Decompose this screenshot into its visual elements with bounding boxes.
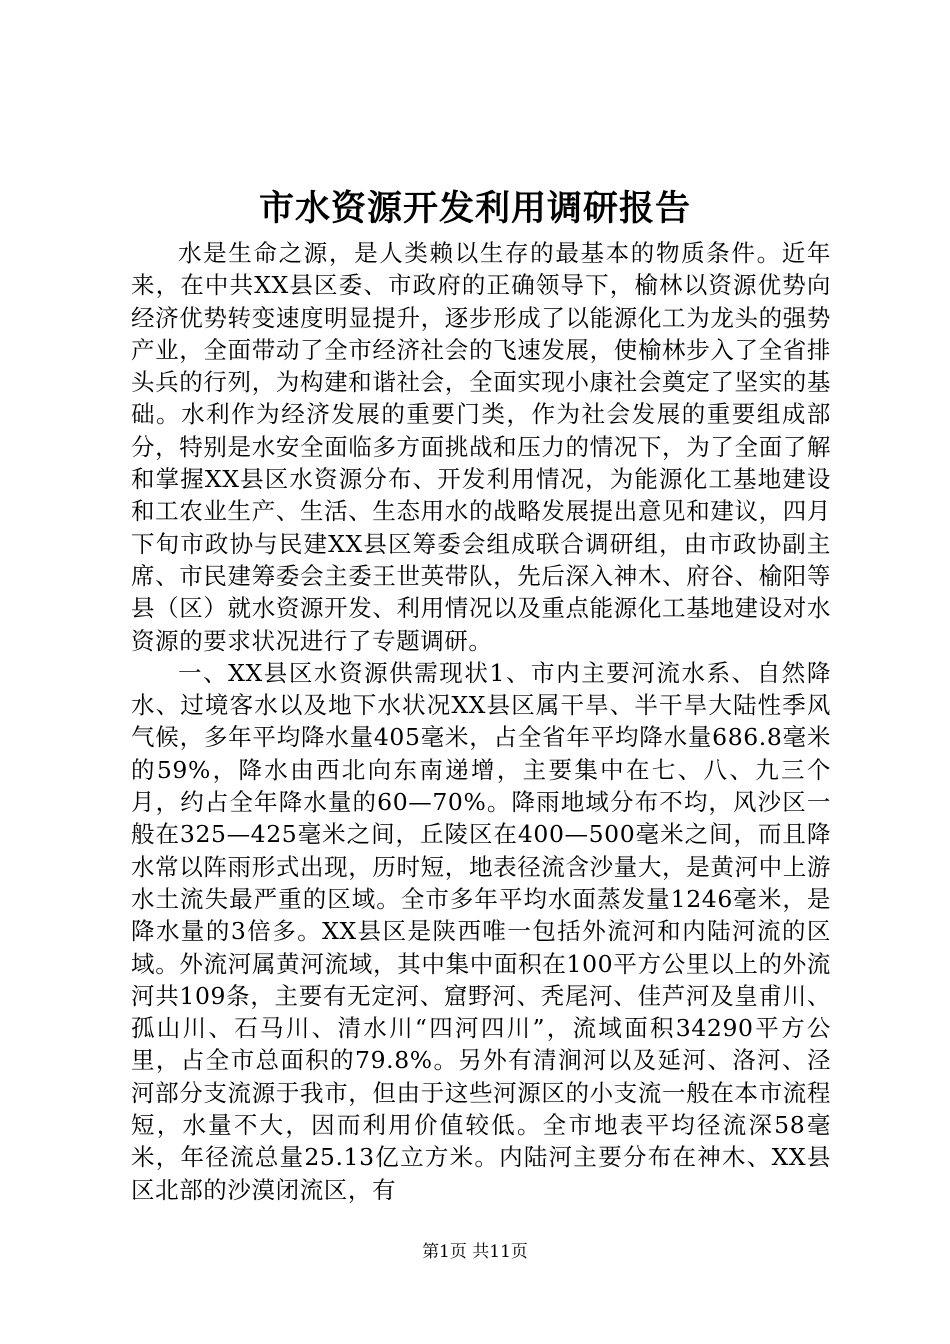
paragraph-section-one: 一、XX县区水资源供需现状1、市内主要河流水系、自然降水、过境客水以及地下水状况XX县区属干旱、半干旱大陆性季风气候，多年平均降水量405毫米，占全省年平均降水量686.8毫米的59%，降水由西北向东南递增，主要集中在七、八、九三个月，约占全年降水量的60—70%。降雨地域分布不均，风沙区一般在325—425毫米之间，丘陵区在400—500毫米之间，而且降水常以阵雨形式出现，历时短，地表径流含沙量大，是黄河中上游水土流失最严重的区域。全市多年平均水面蒸发量1246毫米，是降水量的3倍多。XX县区是陕西唯一包括外流河和内陆河流的区域。外流河属黄河流域，其中集中面积在100平方公里以上的外流河共109条，主要有无定河、窟野河、秃尾河、佳芦河及皇甫川、孤山川、石马川、清水川“四河四川”，流域面积34290平方公里，占全市总面积的79.8%。另外有清涧河以及延河、洛河、泾河部分支流源于我市，但由于这些河源区的小支流一般在本市流程短，水量不大，因而利用价值较低。全市地表平均径流深58毫米，年径流总量25.13亿立方米。内陆河主要分布在神木、XX县区北部的沙漠闭流区，有: [131, 658, 831, 1204]
page-number-footer: 第1页 共11页: [422, 1242, 528, 1262]
document-title: 市水资源开发利用调研报告: [258, 188, 691, 229]
document-body: [131, 237, 831, 1206]
paragraph-intro: 水是生命之源，是人类赖以生存的最基本的物质条件。近年来，在中共XX县区委、市政府的正确领导下，榆林以资源优势向经济优势转变速度明显提升，逐步形成了以能源化工为龙头的强势产业，全面带动了全市经济社会的飞速发展，使榆林步入了全省排头兵的行列，为构建和谐社会，全面实现小康社会奠定了坚实的基础。水利作为经济发展的重要门类，作为社会发展的重要组成部分，特别是水安全面临多方面挑战和压力的情况下，为了全面了解和掌握XX县区水资源分布、开发利用情况，为能源化工基地建设和工农业生产、生活、生态用水的战略发展提出意见和建议，四月下旬市政协与民建XX县区筹委会组成联合调研组，由市政协副主席、市民建筹委会主委王世英带队，先后深入神木、府谷、榆阳等县（区）就水资源开发、利用情况以及重点能源化工基地建设对水资源的要求状况进行了专题调研。: [131, 239, 831, 655]
